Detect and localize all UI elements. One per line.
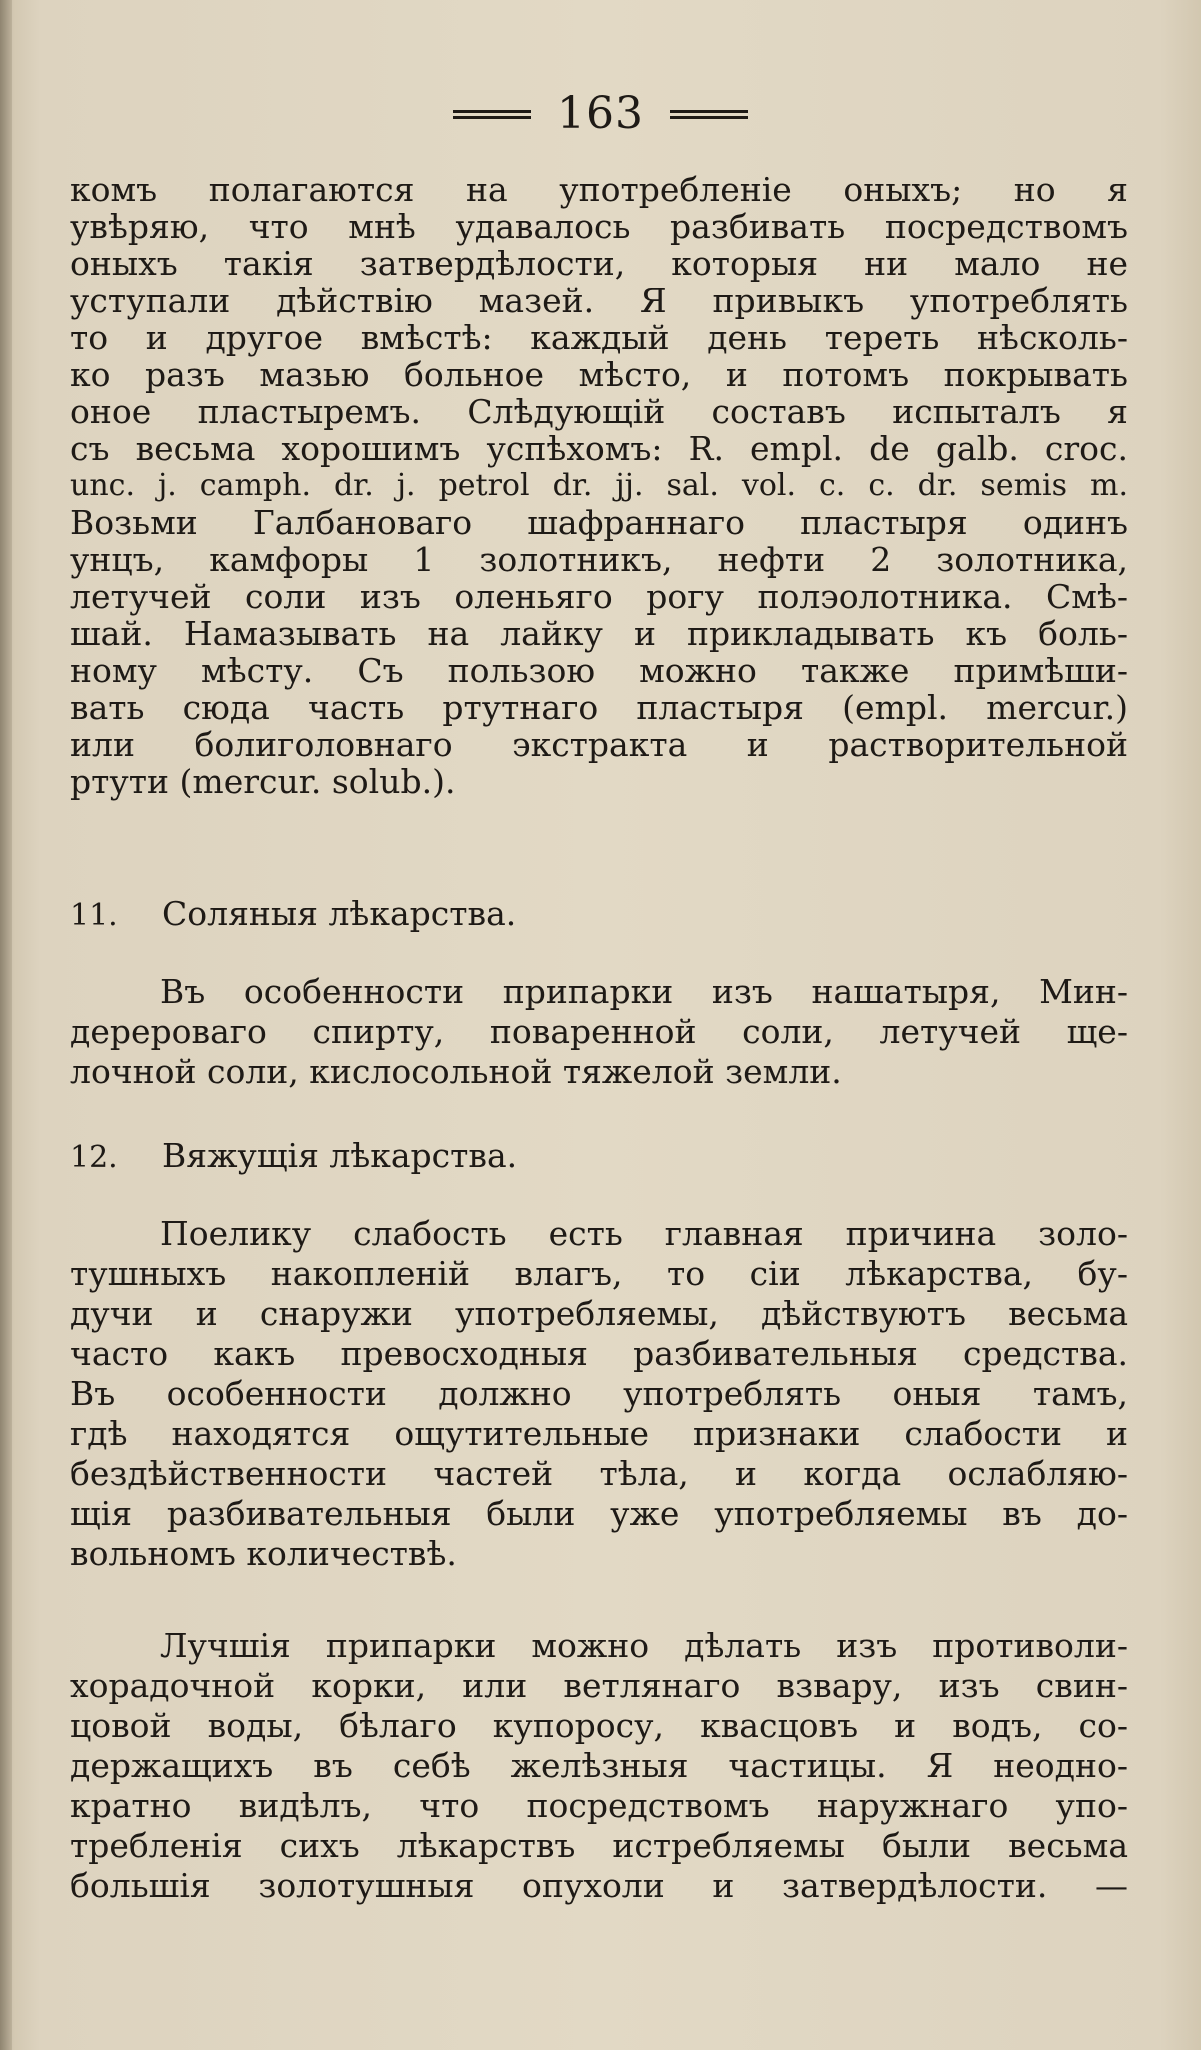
text-line: вольномъ количествѣ.	[70, 1534, 457, 1573]
text-line: unc. j. camph. dr. j. petrol dr. jj. sal. vol. c. c. dr. semis m.	[70, 468, 1128, 503]
section-heading	[70, 1136, 970, 1178]
text-line: гдѣ находятся ощутительные признаки слабости и	[70, 1414, 1128, 1453]
section-number: 11.	[70, 898, 118, 933]
page-header	[0, 84, 1201, 144]
text-line: Лучшія припарки можно дѣлать изъ противоли-	[160, 1626, 1128, 1665]
text-line: шай. Намазывать на лайку и прикладывать къ боль-	[70, 614, 1128, 653]
text-line: большія золотушныя опухоли и затвердѣлости. —	[70, 1866, 1128, 1905]
text-line: лочной соли, кислосольной тяжелой земли.	[70, 1052, 842, 1091]
text-line: ному мѣсту. Съ пользою можно также примѣши-	[70, 651, 1128, 690]
text-line: часто какъ превосходныя разбивательныя средства.	[70, 1334, 1128, 1373]
text-line: летучей соли изъ оленьяго рогу полэолотника. Смѣ-	[70, 577, 1128, 616]
text-line: ко разъ мазью больное мѣсто, и потомъ покрывать	[70, 355, 1128, 394]
section-heading	[70, 894, 970, 936]
text-line: Поелику слабость есть главная причина золо-	[160, 1214, 1128, 1253]
header-rule-right	[670, 110, 748, 119]
text-line: Въ особенности должно употреблять оныя тамъ,	[70, 1374, 1128, 1413]
text-line: дерероваго спирту, поваренной соли, летучей ще-	[70, 1012, 1128, 1051]
text-line: цовой воды, бѣлаго купоросу, квасцовъ и водъ, со-	[70, 1706, 1128, 1745]
text-line: щія разбивательныя были уже употребляемы въ до-	[70, 1494, 1128, 1533]
text-line: Возьми Галбановаго шафраннаго пластыря одинъ	[70, 503, 1128, 542]
text-line: съ весьма хорошимъ успѣхомъ: R. empl. de galb. croc.	[70, 429, 1128, 468]
text-line: вать сюда часть ртутнаго пластыря (empl. mercur.)	[70, 688, 1128, 727]
text-line: унцъ, камфоры 1 золотникъ, нефти 2 золотника,	[70, 540, 1128, 579]
section-title: Вяжущія лѣкарства.	[162, 1136, 518, 1175]
section-number: 12.	[70, 1140, 118, 1175]
text-line: оныхъ такія затвердѣлости, которыя ни мало не	[70, 244, 1128, 283]
text-line: комъ полагаются на употребленіе оныхъ; но я	[70, 170, 1128, 209]
page-number: 163	[557, 88, 644, 139]
section-title: Соляныя лѣкарства.	[162, 894, 517, 933]
text-line: уступали дѣйствію мазей. Я привыкъ употреблять	[70, 281, 1128, 320]
text-line: хорадочной корки, или ветлянаго взвару, изъ свин-	[70, 1666, 1128, 1705]
text-line: держащихъ въ себѣ желѣзныя частицы. Я неодно-	[70, 1746, 1128, 1785]
text-line: ртути (mercur. solub.).	[70, 762, 456, 801]
text-line: бездѣйственности частей тѣла, и когда ослабляю-	[70, 1454, 1128, 1493]
text-line: дучи и снаружи употребляемы, дѣйствуютъ весьма	[70, 1294, 1128, 1333]
text-line: то и другое вмѣстѣ: каждый день тереть нѣсколь-	[70, 318, 1128, 357]
text-line: требленія сихъ лѣкарствъ истребляемы были весьма	[70, 1826, 1128, 1865]
page-spine-shadow	[0, 0, 12, 2050]
text-line: Въ особенности припарки изъ нашатыря, Мин-	[160, 972, 1128, 1011]
text-line: кратно видѣлъ, что посредствомъ наружнаго упо-	[70, 1786, 1128, 1825]
text-line: оное пластыремъ. Слѣдующій составъ испыталъ я	[70, 392, 1128, 431]
text-line: увѣряю, что мнѣ удавалось разбивать посредствомъ	[70, 207, 1128, 246]
text-line: или болиголовнаго экстракта и растворительной	[70, 725, 1128, 764]
header-rule-left	[453, 110, 531, 119]
text-line: тушныхъ накопленій влагъ, то сіи лѣкарства, бу-	[70, 1254, 1128, 1293]
